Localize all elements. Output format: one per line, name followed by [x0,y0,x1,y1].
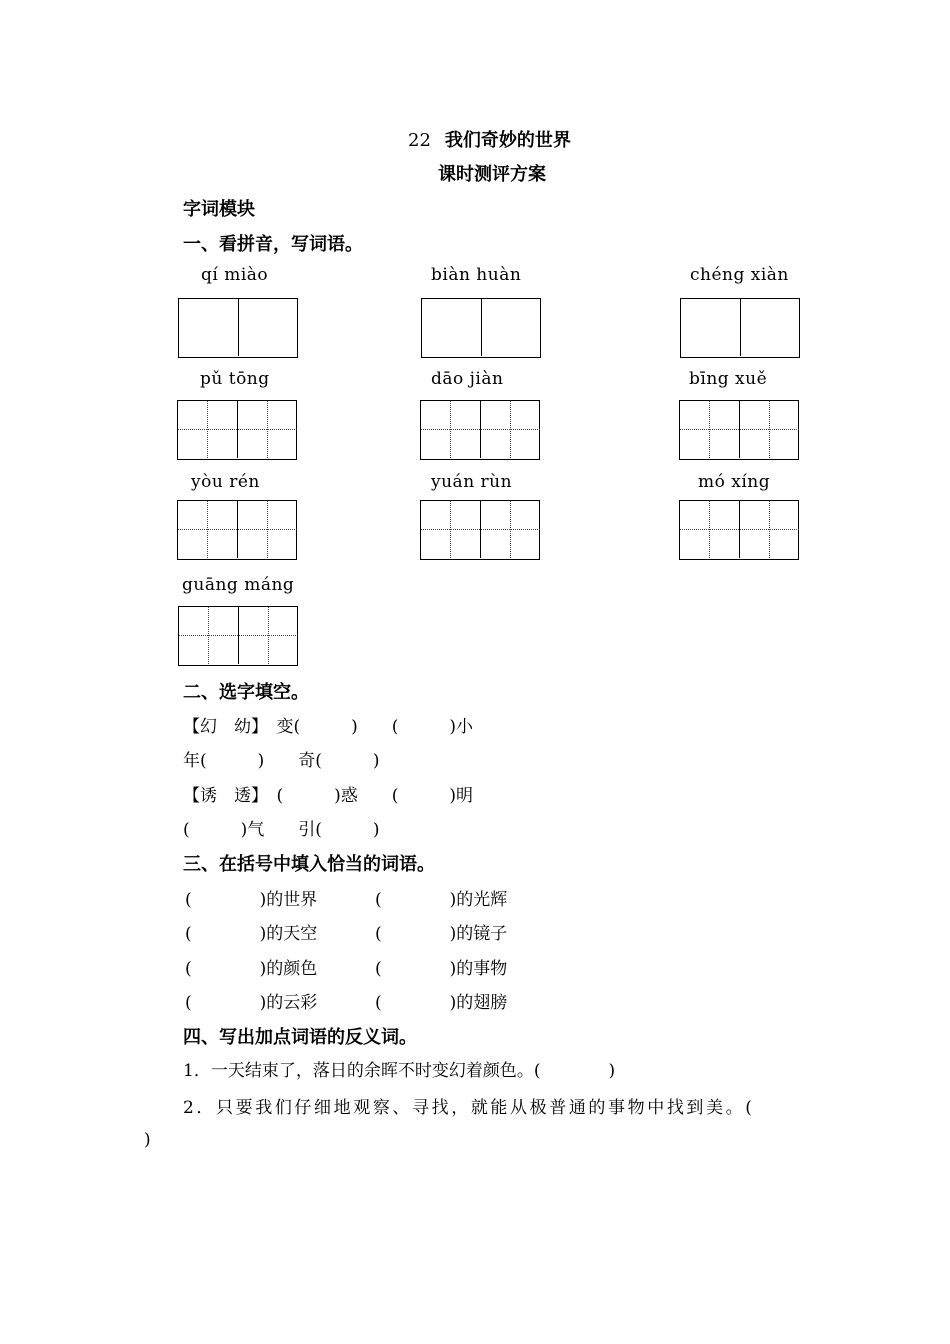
writing-cell[interactable] [741,299,800,356]
pinyin-label: chéng xiàn [690,265,789,285]
writing-cell[interactable] [740,401,799,458]
pinyin-label: biàn huàn [431,265,522,285]
writing-cell[interactable] [178,401,238,458]
writing-cell[interactable] [680,401,740,458]
writing-box[interactable] [177,400,297,460]
fill-phrase-right[interactable]: ( )的镜子 [375,924,508,944]
writing-box[interactable] [177,500,297,560]
question-2[interactable]: 2．只要我们仔细地观察、寻找，就能从极普通的事物中找到美。( [183,1098,755,1118]
module-label: 字词模块 [183,199,255,220]
writing-box[interactable] [421,298,541,358]
writing-cell[interactable] [421,501,481,558]
fill-phrase-right[interactable]: ( )的翅膀 [375,993,508,1013]
fill-line[interactable]: 【诱 透】 ( )惑 ( )明 [183,786,474,806]
writing-cell[interactable] [482,299,541,356]
section3-heading: 三、在括号中填入恰当的词语。 [183,854,435,875]
writing-cell[interactable] [239,299,298,356]
writing-cell[interactable] [421,401,481,458]
section2-heading: 二、选字填空。 [183,682,309,703]
writing-cell[interactable] [740,501,799,558]
writing-box[interactable] [420,400,540,460]
fill-phrase-right[interactable]: ( )的光辉 [375,890,508,910]
fill-phrase-left[interactable]: ( )的颜色 [185,959,318,979]
writing-cell[interactable] [238,401,297,458]
section1-heading: 一、看拼音，写词语。 [183,234,363,255]
writing-cell[interactable] [422,299,482,356]
fill-line[interactable]: 年( ) 奇( ) [183,751,380,771]
writing-cell[interactable] [179,299,239,356]
writing-box[interactable] [679,500,799,560]
writing-box[interactable] [680,298,800,358]
question-2-close: ) [144,1130,151,1150]
pinyin-label: dāo jiàn [431,369,504,389]
writing-box[interactable] [420,500,540,560]
fill-phrase-left[interactable]: ( )的云彩 [185,993,318,1013]
fill-phrase-left[interactable]: ( )的世界 [185,890,318,910]
pinyin-label: bīng xuě [689,369,768,389]
writing-box[interactable] [178,606,298,666]
writing-cell[interactable] [178,501,238,558]
writing-cell[interactable] [481,501,540,558]
writing-box[interactable] [178,298,298,358]
pinyin-label: yuán rùn [431,472,513,492]
lesson-title: 我们奇妙的世界 [444,130,571,151]
pinyin-label: guāng máng [182,575,295,595]
pinyin-label: mó xíng [698,472,771,492]
writing-cell[interactable] [680,501,740,558]
page-subtitle: 课时测评方案 [438,164,546,185]
writing-cell[interactable] [681,299,741,356]
pinyin-label: yòu rén [191,472,260,492]
writing-cell[interactable] [179,607,239,664]
writing-box[interactable] [679,400,799,460]
writing-cell[interactable] [481,401,540,458]
fill-line[interactable]: 【幻 幼】 变( ) ( )小 [183,717,474,737]
writing-cell[interactable] [239,607,298,664]
writing-cell[interactable] [238,501,297,558]
fill-phrase-left[interactable]: ( )的天空 [185,924,318,944]
pinyin-label: qí miào [201,265,269,285]
section4-heading: 四、写出加点词语的反义词。 [183,1027,417,1048]
question-1[interactable]: 1．一天结束了，落日的余晖不时变幻着颜色。( ) [183,1061,616,1081]
fill-line[interactable]: ( )气 引( ) [183,820,380,840]
page-title [408,126,571,152]
fill-phrase-right[interactable]: ( )的事物 [375,959,508,979]
pinyin-label: pǔ tōng [200,369,270,389]
lesson-number: 22 [408,130,431,151]
